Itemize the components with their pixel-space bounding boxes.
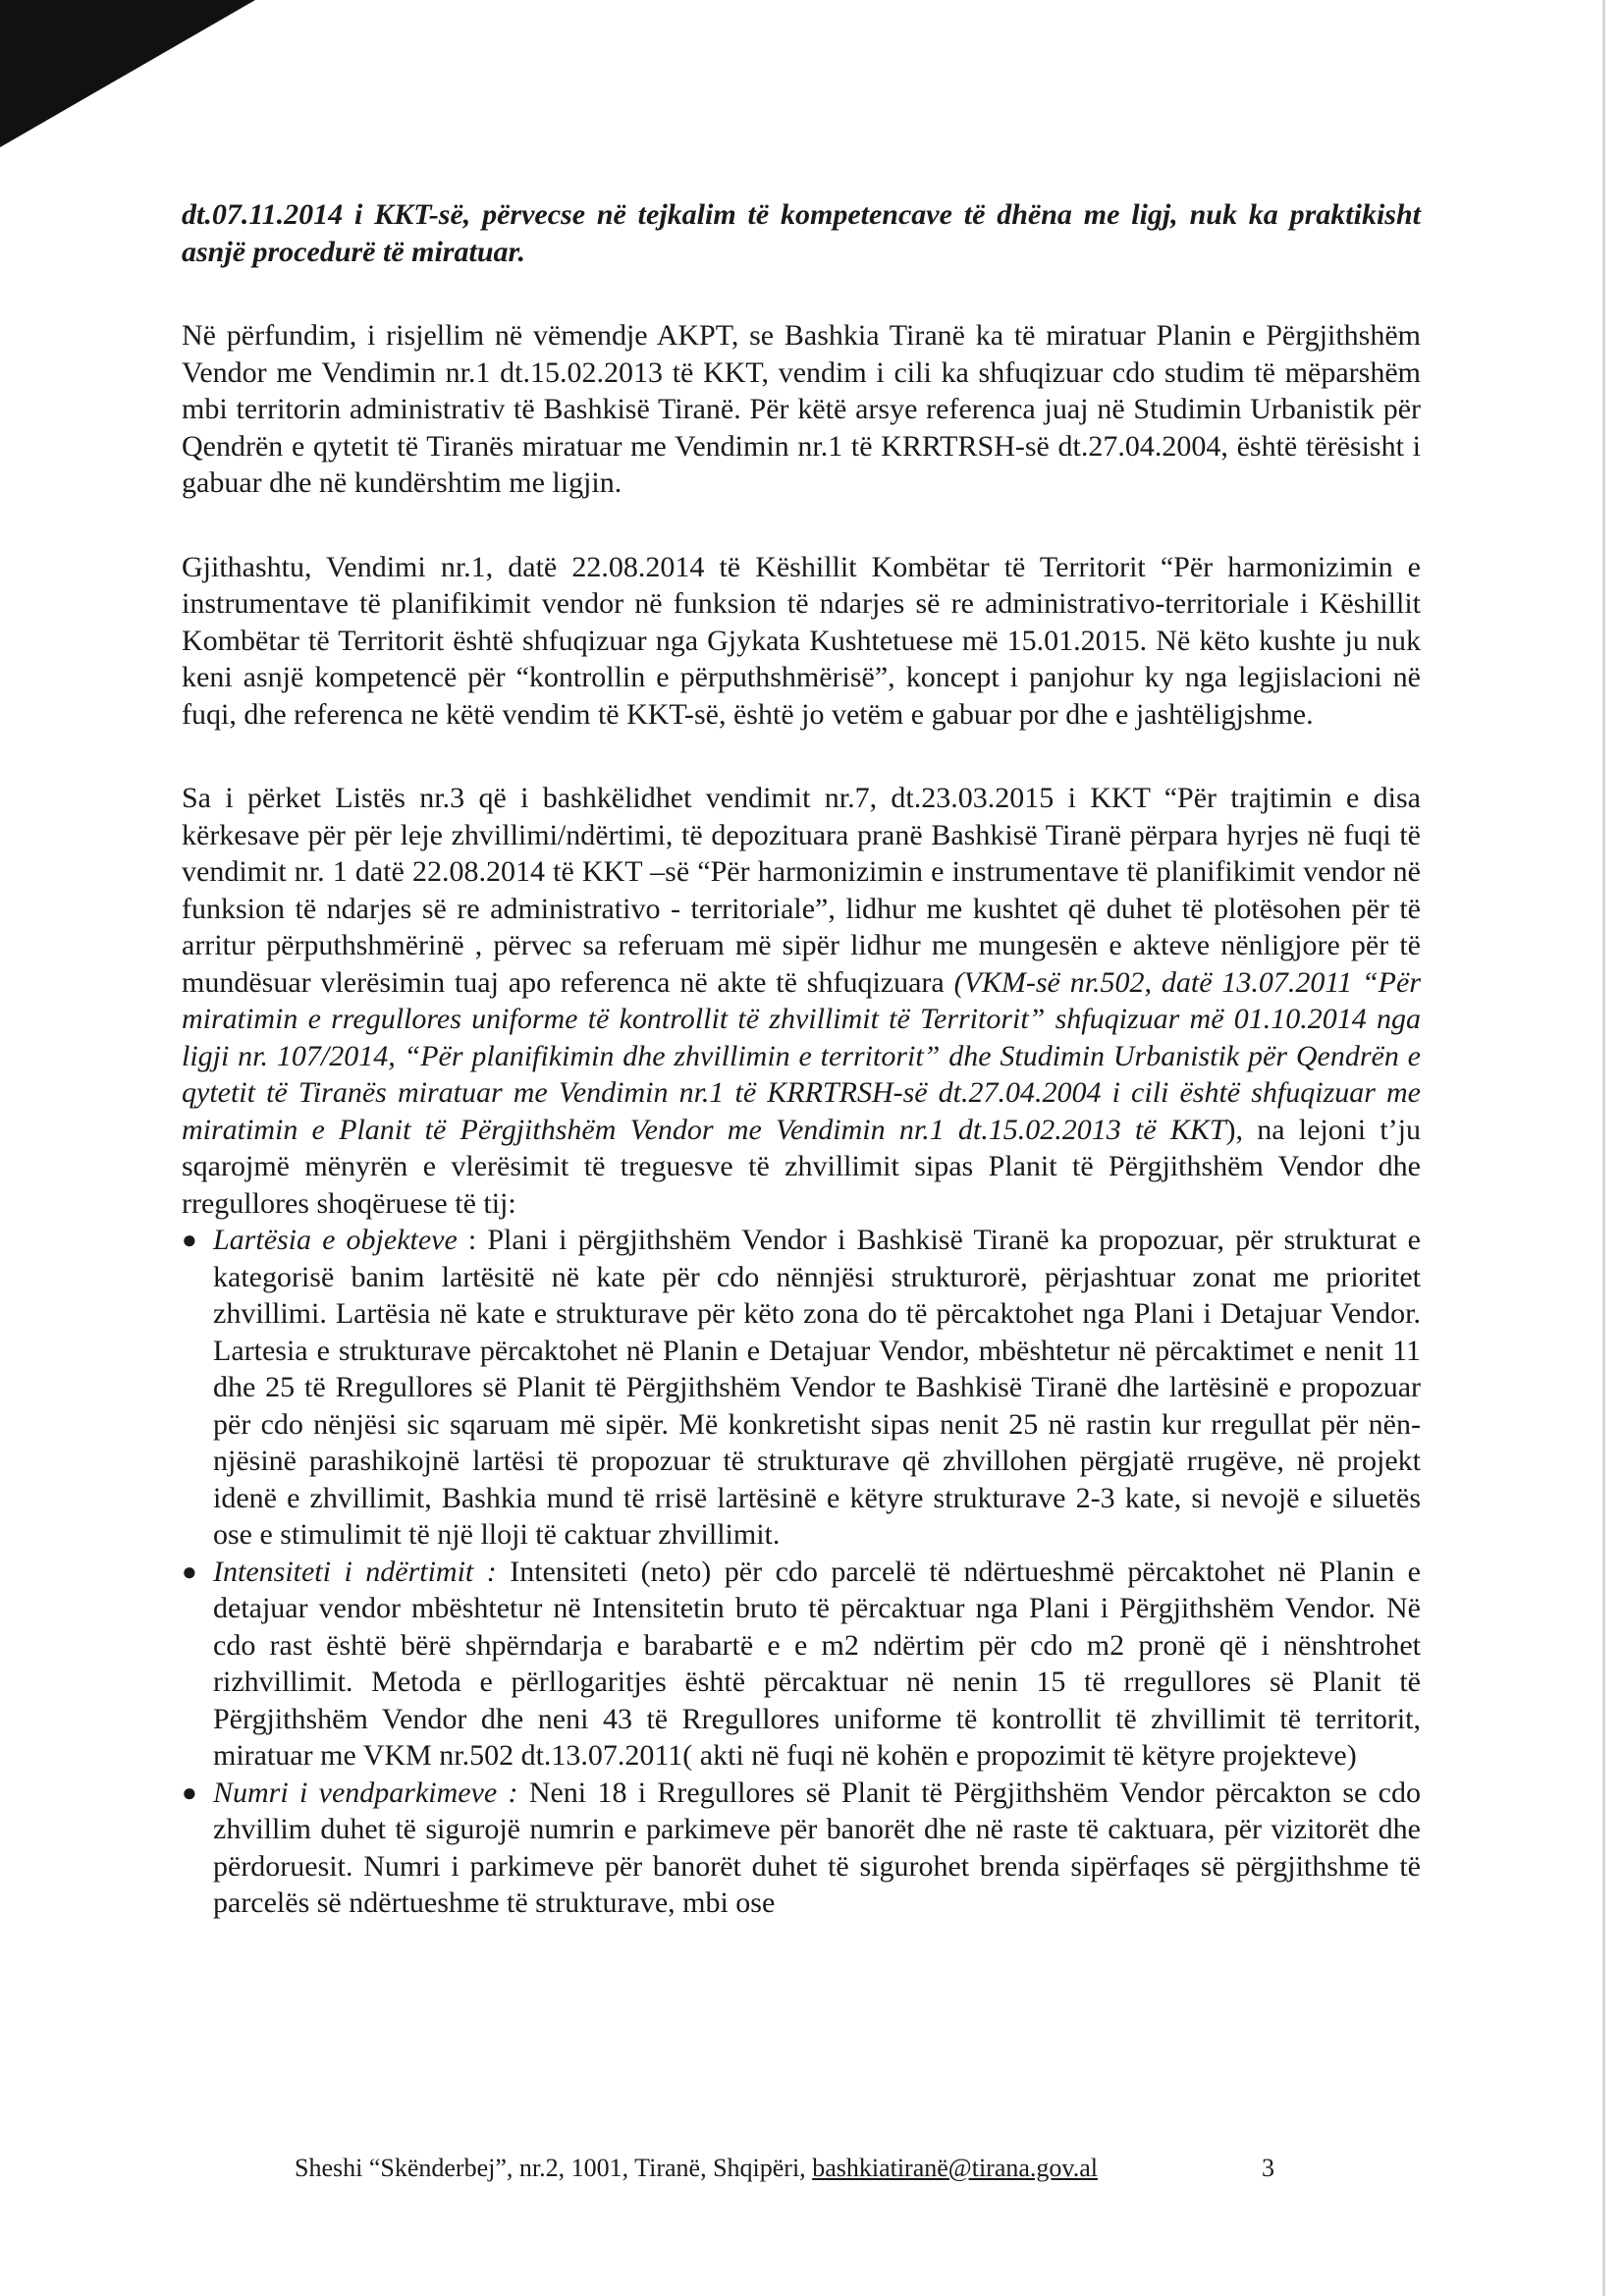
scan-page-edge [1602, 0, 1605, 2296]
footer-email-link[interactable]: bashkiatiranë@tirana.gov.al [812, 2154, 1098, 2182]
bullet-text: Neni 18 i Rregullores së Planit të Përgjithshëm Vendor përcakton se cdo zhvillim duhet të sigurojë numrin e parkimeve për banorët dhe në raste të caktuara, për vizitorët dhe përdoruesit. Numri i parkimeve për banorët duhet të sigurohet brenda sipërfaqes së përgjithshme të parcelës së ndërtueshme të strukturave, mbi ose [213, 1776, 1421, 1919]
criteria-list [182, 1222, 1421, 1922]
list-item [182, 1554, 1421, 1775]
bullet-icon: ● [182, 1226, 197, 1254]
page-footer [295, 2153, 1325, 2184]
paragraph-gjithashtu: Gjithashtu, Vendimi nr.1, datë 22.08.2014 të Këshillit Kombëtar të Territorit “Për harmonizimin e instrumentave të planifikimit vendor në funksion të ndarjes së re administrativo-territoriale i Këshillit Kombëtar të Territorit është shfuqizuar nga Gjykata Kushtetuese më 15.01.2015. Në këto kushte ju nuk keni asnjë kompetencë për “kontrollin e përputhshmërisë”, koncept i panjohur ky nga legjislacioni në fuqi, dhe referenca ne këtë vendim të KKT-së, është jo vetëm e gabuar por dhe e jashtëligjshme. [182, 550, 1421, 731]
footer-address: Sheshi “Skënderbej”, nr.2, 1001, Tiranë, Shqipëri, [295, 2154, 813, 2182]
bullet-icon: ● [182, 1777, 197, 1807]
bullet-text: : Plani i përgjithshëm Vendor i Bashkisë Tiranë ka propozuar, për strukturat e kategorisë banim lartësitë në kate për cdo nënnjësi strukturorë, përjashtuar zonat me prioritet zhvillimi. Lartësia në kate e strukturave për këto zona do të përcaktohet nga Plani i Detajuar Vendor. Lartesia e strukturave përcaktohet në Planin e Detajuar Vendor, mbështetur në përcaktimet e nenit 11 dhe 25 të Rregullores së Planit të Përgjithshëm Vendor te Bashkisë Tiranë dhe lartësinë e propozuar për cdo nënjësi sic sqaruam më sipër. Më konkretisht sipas nenit 25 në rastin kur rregullat për nën-njësinë parashikojnë lartësi të propozuar të strukturave që zhvillohen përgjatë rrugëve, në projekt idenë e zhvillimit, Bashkia mund të rrisë lartësinë e këtyre strukturave 2-3 kate, si nevojë e siluetës ose e stimulimit të një lloji të caktuar zhvillimit. [213, 1224, 1421, 1551]
listes-text-after: ), na lejoni t’ju sqarojmë mënyrën e vlerësimit të treguesve të zhvillimit sipas Planit të Përgjithshëm Vendor dhe rregullores shoqëruese të tij: [182, 1113, 1421, 1220]
listes-italic-references: (VKM-së nr.502, datë 13.07.2011 “Për miratimin e rregullores uniforme të kontrollit të zhvillimit të Territorit” shfuqizuar më 01.10.2014 nga ligji nr. 107/2014, “Për planifikimin dhe zhvillimin e territorit” dhe Studimin Urbanistik për Qendrën e qytetit të Tiranës miratuar me Vendimin nr.1 të KRRTRSH-së dt.27.04.2004 i cili është shfuqizuar me miratimin e Planit të Përgjithshëm Vendor me Vendimin nr.1 dt.15.02.2013 të KKT [182, 965, 1421, 1146]
document-body [182, 196, 1421, 1922]
bullet-term: Lartësia e objekteve [213, 1224, 458, 1256]
listes-text-before: Sa i përket Listës nr.3 që i bashkëlidhet vendimit nr.7, dt.23.03.2015 i KKT “Për trajtimin e disa kërkesave për për leje zhvillimi/ndërtimi, të depozituara pranë Bashkisë Tiranë përpara hyrjes në fuqi të vendimit nr. 1 datë 22.08.2014 të KKT –së “Për harmonizimin e instrumentave të planifikimit vendor në funksion të ndarjes së re administrativo - territoriale”, lidhur me kushtet që duhet të plotësohen për të arritur përputhshmërinë , përvec sa referuam më sipër lidhur me mungesën e akteve nënligjore për të mundësuar vlerësimin tuaj apo referenca në akte të shfuqizuara [182, 782, 1421, 999]
list-item [182, 1222, 1421, 1554]
bullet-term: Numri i vendparkimeve : [213, 1776, 518, 1809]
list-item [182, 1775, 1421, 1922]
paragraph-listes [182, 780, 1421, 1222]
bullet-term: Intensiteti i ndërtimit : [213, 1555, 497, 1588]
page-number: 3 [1262, 2154, 1274, 2182]
intro-paragraph: dt.07.11.2014 i KKT-së, përvecse në tejkalim të kompetencave të dhëna me ligj, nuk ka praktikisht asnjë procedurë të miratuar. [182, 198, 1421, 268]
bullet-icon: ● [182, 1557, 197, 1586]
paragraph-perfundim: Në përfundim, i risjellim në vëmendje AKPT, se Bashkia Tiranë ka të miratuar Planin e Përgjithshëm Vendor me Vendimin nr.1 dt.15.02.2013 të KKT, vendim i cili ka shfuqizuar cdo studim të mëparshëm mbi territorin administrativ të Bashkisë Tiranë. Për këtë arsye referenca juaj në Studimin Urbanistik për Qendrën e qytetit të Tiranës miratuar me Vendimin nr.1 të KRRTRSH-së dt.27.04.2004, është tërësisht i gabuar dhe në kundërshtim me ligjin. [182, 319, 1421, 499]
bullet-text: Intensiteti (neto) për cdo parcelë të ndërtueshmë përcaktohet në Planin e detajuar vendor mbështetur në Intensitetin bruto të përcaktuar nga Plani i Përgjithshëm Vendor. Në cdo rast është bërë shpërndarja e barabartë e e m2 ndërtim për cdo m2 pronë që i nënshtrohet rizhvillimit. Metoda e përllogaritjes është përcaktuar në nenin 15 të rregullores së Planit të Përgjithshëm Vendor dhe neni 43 të Rregullores uniforme të kontrollit të zhvillimit të territorit, miratuar me VKM nr.502 dt.13.07.2011( akti në fuqi në kohën e propozimit të këtyre projekteve) [213, 1555, 1421, 1772]
scan-corner-mark [0, 0, 255, 147]
